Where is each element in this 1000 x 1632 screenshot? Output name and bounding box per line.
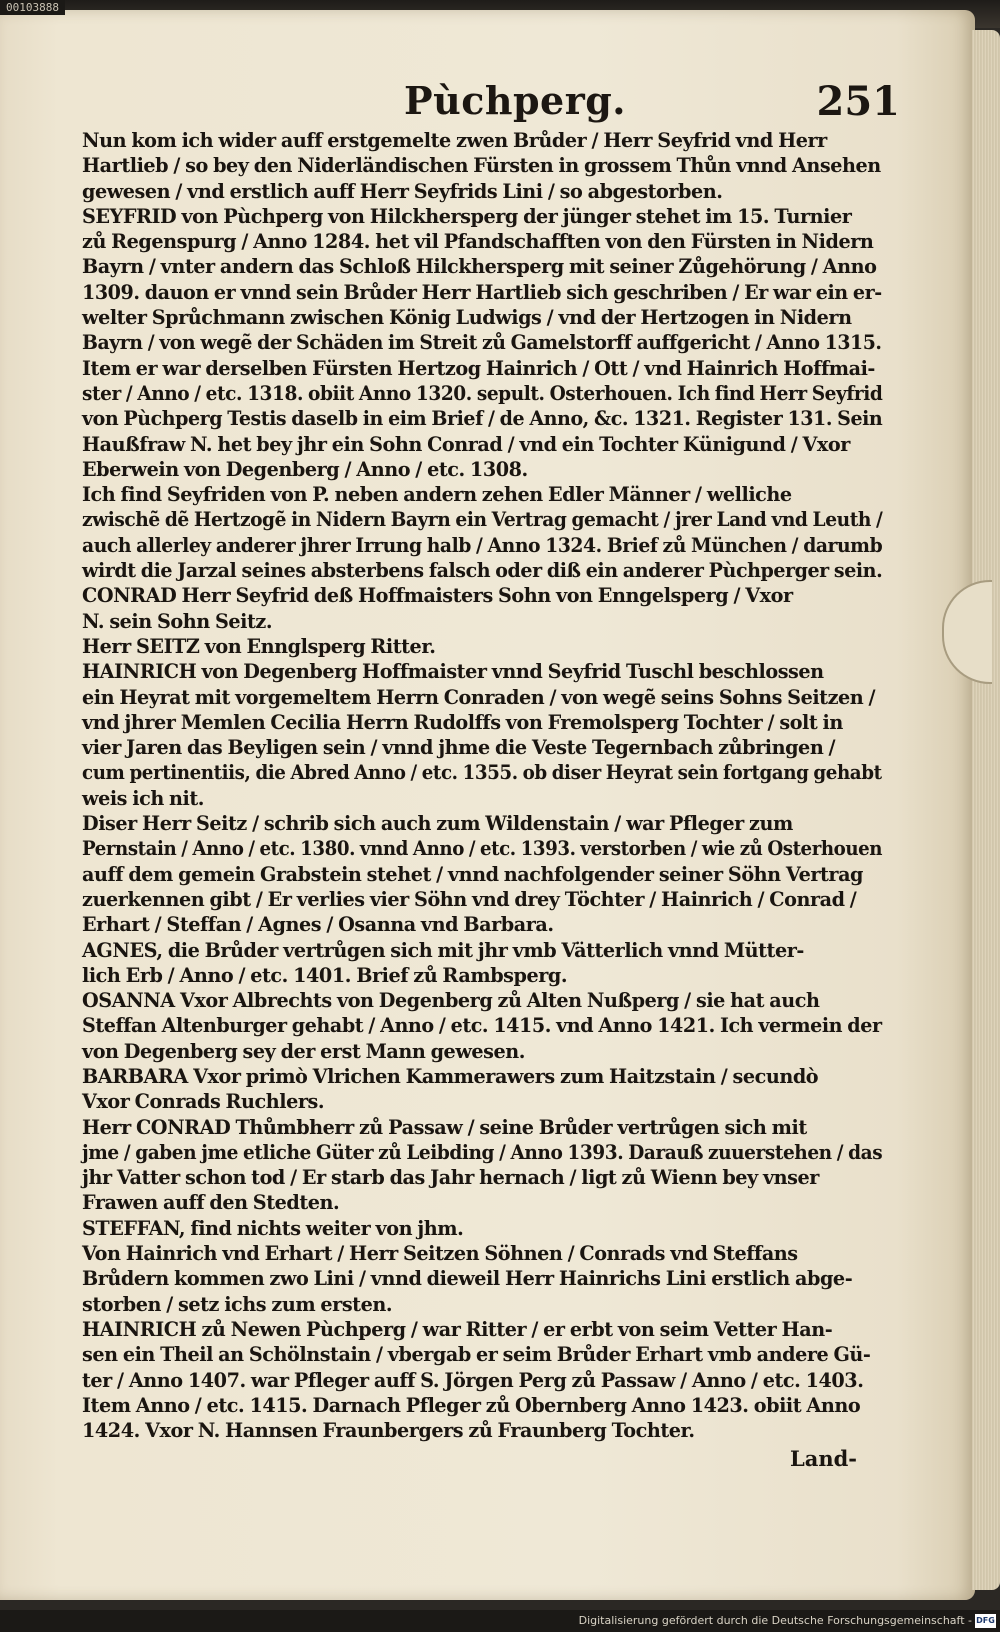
text-line: ster / Anno / etc. 1318. obiit Anno 1320. sepult. Osterhouen. Ich find Herr Seyfrid <box>82 381 883 405</box>
text-line: STEFFAN, find nichts weiter von jhm. <box>82 1216 464 1240</box>
text-line: Steffan Altenburger gehabt / Anno / etc. 1415. vnd Anno 1421. Ich vermein der <box>82 1014 882 1038</box>
text-line: BARBARA Vxor primò Vlrichen Kammerawers zum Haitzstain / secundò <box>82 1064 819 1088</box>
text-line: CONRAD Herr Seyfrid deß Hoffmaisters Sohn von Enngelsperg / Vxor <box>82 584 793 608</box>
text-line: SEYFRID von Pùchperg von Hilckhersperg der jünger stehet im 15. Turnier <box>82 204 852 228</box>
page-number: 251 <box>816 78 900 125</box>
text-line: ein Heyrat mit vorgemeltem Herrn Conraden / von wegẽ seins Sohns Seitzen / <box>82 685 876 709</box>
text-line: zuerkennen gibt / Er verlies vier Söhn vnd drey Töchter / Hainrich / Conrad / <box>82 887 857 911</box>
catchword: Land- <box>789 1446 857 1471</box>
text-line: HAINRICH zů Newen Pùchperg / war Ritter / er erbt von seim Vetter Han- <box>82 1317 833 1341</box>
text-line: weis ich nit. <box>82 786 205 810</box>
text-line: von Pùchperg Testis daselb in eim Brief / de Anno, &c. 1321. Register 131. Sein <box>82 407 883 431</box>
text-line: Nun kom ich wider auff erstgemelte zwen Brůder / Herr Seyfrid vnd Herr <box>82 129 827 152</box>
text-line: ter / Anno 1407. war Pfleger auff S. Jörgen Perg zů Passaw / Anno / etc. 1403. <box>82 1368 864 1392</box>
text-line: wirdt die Jarzal seines absterbens falsch oder diß ein anderer Pùchperger sein. <box>82 559 883 583</box>
text-line: Bayrn / von wegẽ der Schäden im Streit zů Gamelstorff auffgericht / Anno 1315. <box>82 331 882 355</box>
text-line: Diser Herr Seitz / schrib sich auch zum Wildenstain / war Pfleger zum <box>82 812 793 836</box>
text-line: zwischẽ dẽ Hertzogẽ in Nidern Bayrn ein Vertrag gemacht / jrer Land vnd Leuth / <box>82 508 883 532</box>
text-line: Herr CONRAD Thůmbherr zů Passaw / seine Brůder vertrůgen sich mit <box>82 1115 807 1139</box>
text-line: Vxor Conrads Ruchlers. <box>82 1090 325 1114</box>
text-line: Von Hainrich vnd Erhart / Herr Seitzen Söhnen / Conrads vnd Steffans <box>82 1242 798 1266</box>
text-line: lich Erb / Anno / etc. 1401. Brief zů Rambsperg. <box>82 963 568 987</box>
text-line: Erhart / Steffan / Agnes / Osanna vnd Barbara. <box>82 913 554 937</box>
text-line: Hartlieb / so bey den Niderländischen Fürsten in grossem Thůn vnnd Ansehen <box>82 154 881 178</box>
footer-bar <box>0 1610 1000 1632</box>
dfg-logo-icon: DFG <box>975 1614 996 1628</box>
text-line: Frawen auff den Stedten. <box>82 1191 340 1215</box>
book-page <box>0 10 975 1600</box>
footer-credit: Digitalisierung gefördert durch die Deutsche Forschungsgemeinschaft - <box>578 1614 972 1627</box>
text-line: welter Sprůchmann zwischen König Ludwigs / vnd der Hertzogen in Nidern <box>82 306 852 330</box>
text-line: Ich find Seyfriden von P. neben andern zehen Edler Männer / welliche <box>82 483 792 507</box>
text-line: 1424. Vxor N. Hannsen Fraunbergers zů Fraunberg Tochter. <box>82 1419 695 1443</box>
text-line: N. sein Sohn Seitz. <box>82 609 273 633</box>
text-line: HAINRICH von Degenberg Hoffmaister vnnd Seyfrid Tuschl beschlossen <box>82 660 824 684</box>
text-line: Brůdern kommen zwo Lini / vnnd dieweil Herr Hainrichs Lini erstlich abge- <box>82 1267 853 1291</box>
text-line: AGNES, die Brůder vertrůgen sich mit jhr vmb Vätterlich vnnd Mütter- <box>82 938 804 962</box>
text-line: vnd jhrer Memlen Cecilia Herrn Rudolffs von Fremolsperg Tochter / solt in <box>82 710 843 734</box>
text-line: Item er war derselben Fürsten Hertzog Hainrich / Ott / vnd Hainrich Hoffmai- <box>82 356 875 380</box>
text-body <box>82 128 882 1443</box>
text-line: Herr SEITZ von Ennglsperg Ritter. <box>82 634 436 658</box>
text-line: Pernstain / Anno / etc. 1380. vnnd Anno / etc. 1393. verstorben / wie zů Osterhouen <box>82 837 883 861</box>
text-line: Item Anno / etc. 1415. Darnach Pfleger zů Obernberg Anno 1423. obiit Anno <box>82 1393 861 1417</box>
page-stack-edge <box>972 30 1000 1590</box>
shelfmark-label: 00103888 <box>0 0 65 15</box>
text-line: vier Jaren das Beyligen sein / vnnd jhme die Veste Tegernbach zůbringen / <box>82 736 836 760</box>
text-line: Eberwein von Degenberg / Anno / etc. 1308. <box>82 457 528 481</box>
text-line: 1309. dauon er vnnd sein Brůder Herr Hartlieb sich geschriben / Er war ein er- <box>82 280 882 304</box>
text-line: Bayrn / vnter andern das Schloß Hilckhersperg mit seiner Zůgehörung / Anno <box>82 255 877 279</box>
text-line: cum pertinentiis, die Abred Anno / etc. 1355. ob diser Heyrat sein fortgang gehabt <box>82 761 882 785</box>
text-line: zů Regenspurg / Anno 1284. het vil Pfandschafften von den Fürsten in Nidern <box>82 230 874 254</box>
text-line: jhr Vatter schon tod / Er starb das Jahr hernach / ligt zů Wienn bey vnser <box>82 1166 819 1190</box>
text-line: sen ein Theil an Schölnstain / vbergab er seim Brůder Erhart vmb andere Gü- <box>82 1343 871 1367</box>
text-line: gewesen / vnd erstlich auff Herr Seyfrids Lini / so abgestorben. <box>82 179 723 203</box>
text-line: auch allerley anderer jhrer Irrung halb / Anno 1324. Brief zů München / darumb <box>82 533 883 557</box>
text-line: auff dem gemein Grabstein stehet / vnnd nachfolgender seiner Söhn Vertrag <box>82 862 864 886</box>
text-line: jme / gaben jme etliche Güter zů Leibding / Anno 1393. Darauß zuuerstehen / das <box>82 1140 883 1164</box>
page-title: Pùchperg. <box>404 78 627 123</box>
text-line: von Degenberg sey der erst Mann gewesen. <box>82 1039 525 1063</box>
text-line: Haußfraw N. het bey jhr ein Sohn Conrad / vnd ein Tochter Künigund / Vxor <box>82 432 850 456</box>
text-line: storben / setz ichs zum ersten. <box>82 1292 393 1316</box>
text-line: OSANNA Vxor Albrechts von Degenberg zů Alten Nußperg / sie hat auch <box>82 989 820 1013</box>
